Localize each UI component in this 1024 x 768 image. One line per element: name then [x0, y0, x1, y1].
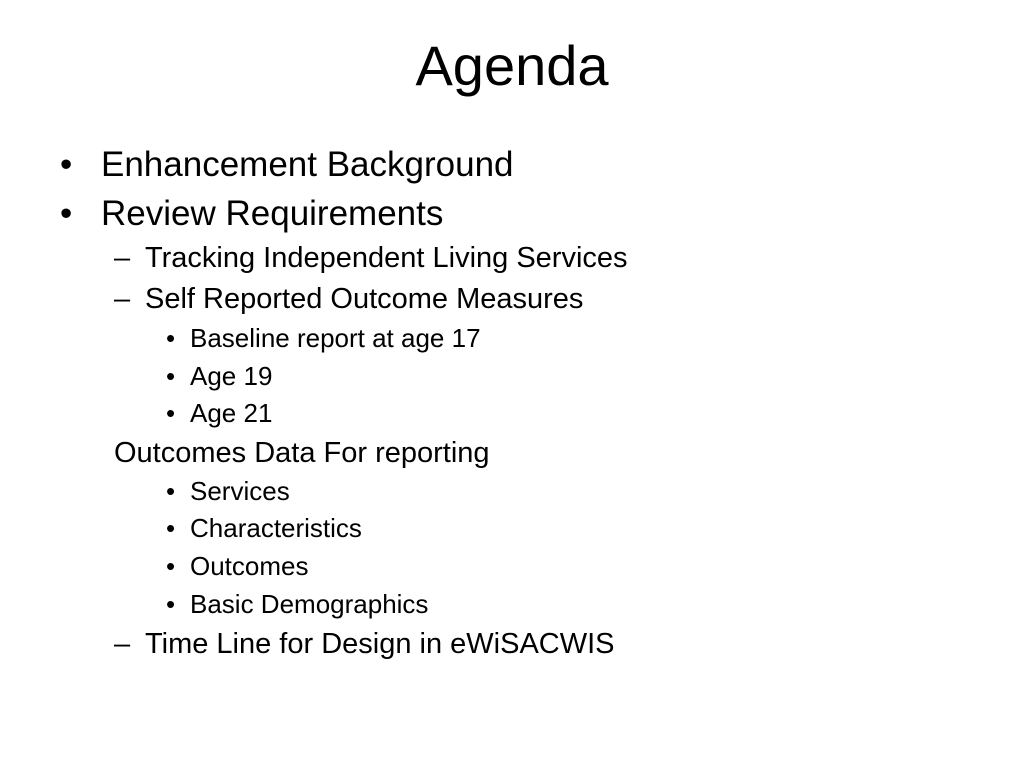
dash-icon: –	[114, 242, 131, 274]
bullet-icon: •	[166, 513, 176, 543]
dash-icon: –	[114, 628, 131, 660]
list-item-text: Basic Demographics	[190, 589, 429, 619]
list-item	[114, 436, 490, 470]
list-item-text: Tracking Independent Living Services	[145, 242, 628, 274]
bullet-icon: •	[60, 145, 73, 184]
bullet-icon: •	[166, 476, 176, 506]
bullet-icon: •	[166, 551, 176, 581]
list-item-text: Services	[190, 476, 290, 506]
list-item-text: Outcomes	[190, 551, 309, 581]
dash-icon: –	[114, 283, 131, 315]
slide-title: Agenda	[415, 34, 609, 97]
list-item-text: Outcomes Data For reporting	[114, 437, 490, 469]
list-item-text: Time Line for Design in eWiSACWIS	[145, 628, 615, 660]
list-item-text: Age 21	[190, 398, 273, 428]
list-item-text: Characteristics	[190, 513, 362, 543]
bullet-icon: •	[60, 194, 73, 233]
list-item-text: Baseline report at age 17	[190, 323, 481, 353]
list-item-text: Review Requirements	[101, 194, 444, 233]
list-item-text: Age 19	[190, 361, 273, 391]
list-item-text: Self Reported Outcome Measures	[145, 283, 584, 315]
bullet-icon: •	[166, 361, 176, 391]
bullet-icon: •	[166, 398, 176, 428]
bullet-icon: •	[166, 589, 176, 619]
bullet-icon: •	[166, 323, 176, 353]
list-item-text: Enhancement Background	[101, 145, 514, 184]
